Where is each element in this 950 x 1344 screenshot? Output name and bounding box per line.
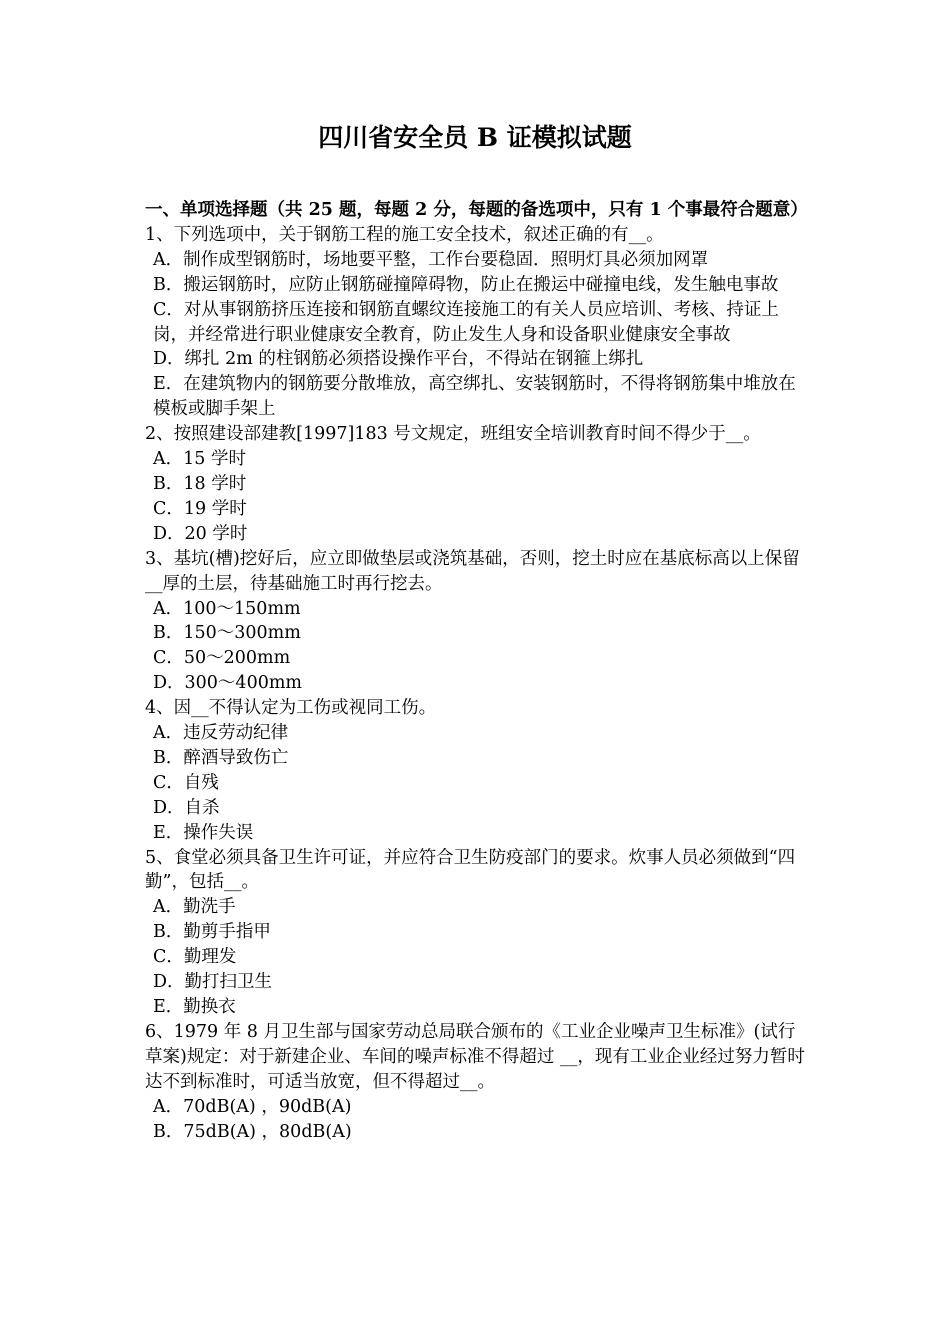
- question-stem: 5、食堂必须具备卫生许可证，并应符合卫生防疫部门的要求。炊事人员必须做到“四勤”，包括__。: [145, 847, 796, 893]
- option-a: A．70dB(A) ，90dB(A): [153, 1096, 352, 1117]
- section-heading: 一、单项选择题（共 25 题，每题 2 分，每题的备选项中，只有 1 个事最符合题意）: [145, 200, 808, 220]
- question-stem: 6、1979 年 8 月卫生部与国家劳动总局联合颁布的《工业企业噪声卫生标准》(试行草案)规定：对于新建企业、车间的噪声标准不得超过 __，现有工业企业经过努力暂时达不到标准时，可适当放宽，但不得超过__。: [145, 1021, 805, 1092]
- option-b: B．搬运钢筋时，应防止钢筋碰撞障碍物，防止在搬运中碰撞电线，发生触电事故: [153, 274, 779, 295]
- option-d: D．300～400mm: [153, 673, 303, 694]
- option-e: E．操作失误: [153, 822, 254, 843]
- option-b: B．150～300mm: [153, 623, 301, 644]
- question-5: [145, 846, 810, 1020]
- option-b: B．醉酒导致伤亡: [153, 747, 289, 768]
- question-stem: 2、按照建设部建教[1997]183 号文规定，班组安全培训教育时间不得少于__。: [145, 424, 761, 445]
- option-b: B．18 学时: [153, 473, 247, 494]
- option-c: C．勤理发: [153, 947, 237, 968]
- option-c: C．19 学时: [153, 498, 247, 519]
- option-c: C．自残: [153, 772, 219, 793]
- option-b: B．勤剪手指甲: [153, 922, 271, 943]
- option-d: D．勤打扫卫生: [153, 972, 273, 993]
- document-body: [145, 198, 810, 1144]
- option-e: E．勤换衣: [153, 997, 236, 1017]
- option-d: D．绑扎 2m 的柱钢筋必须搭设操作平台，不得站在钢箍上绑扎: [153, 349, 644, 370]
- question-4: [145, 696, 810, 845]
- question-1: [145, 223, 810, 422]
- question-stem: 4、因__不得认定为工伤或视同工伤。: [145, 698, 437, 719]
- page-title: 四川省安全员 B 证模拟试题: [318, 123, 632, 152]
- option-a: A．15 学时: [153, 449, 246, 470]
- question-stem: 3、基坑(槽)挖好后，应立即做垫层或浇筑基础，否则，挖土时应在基底标高以上保留__厚的土层，待基础施工时再行挖去。: [145, 548, 800, 594]
- option-b: B．75dB(A) ，80dB(A): [153, 1121, 352, 1142]
- option-d: D．20 学时: [153, 523, 248, 544]
- question-3: [145, 547, 810, 696]
- option-e: E．在建筑物内的钢筋要分散堆放，高空绑扎、安装钢筋时，不得将钢筋集中堆放在模板或脚手架上: [153, 374, 796, 420]
- question-6: [145, 1020, 810, 1145]
- option-a: A．制作成型钢筋时，场地要平整，工作台要稳固．照明灯具必须加网罩: [153, 249, 709, 270]
- option-c: C．对从事钢筋挤压连接和钢筋直螺纹连接施工的有关人员应培训、考核、持证上岗，并经常进行职业健康安全教育，防止发生人身和设备职业健康安全事故: [153, 299, 779, 345]
- option-a: A．违反劳动纪律: [153, 723, 289, 744]
- question-2: [145, 422, 810, 547]
- option-d: D．自杀: [153, 797, 220, 818]
- question-stem: 1、下列选项中，关于钢筋工程的施工安全技术，叙述正确的有__。: [145, 224, 664, 245]
- option-c: C．50～200mm: [153, 648, 291, 669]
- option-a: A．勤洗手: [153, 897, 236, 918]
- option-a: A．100～150mm: [153, 598, 301, 619]
